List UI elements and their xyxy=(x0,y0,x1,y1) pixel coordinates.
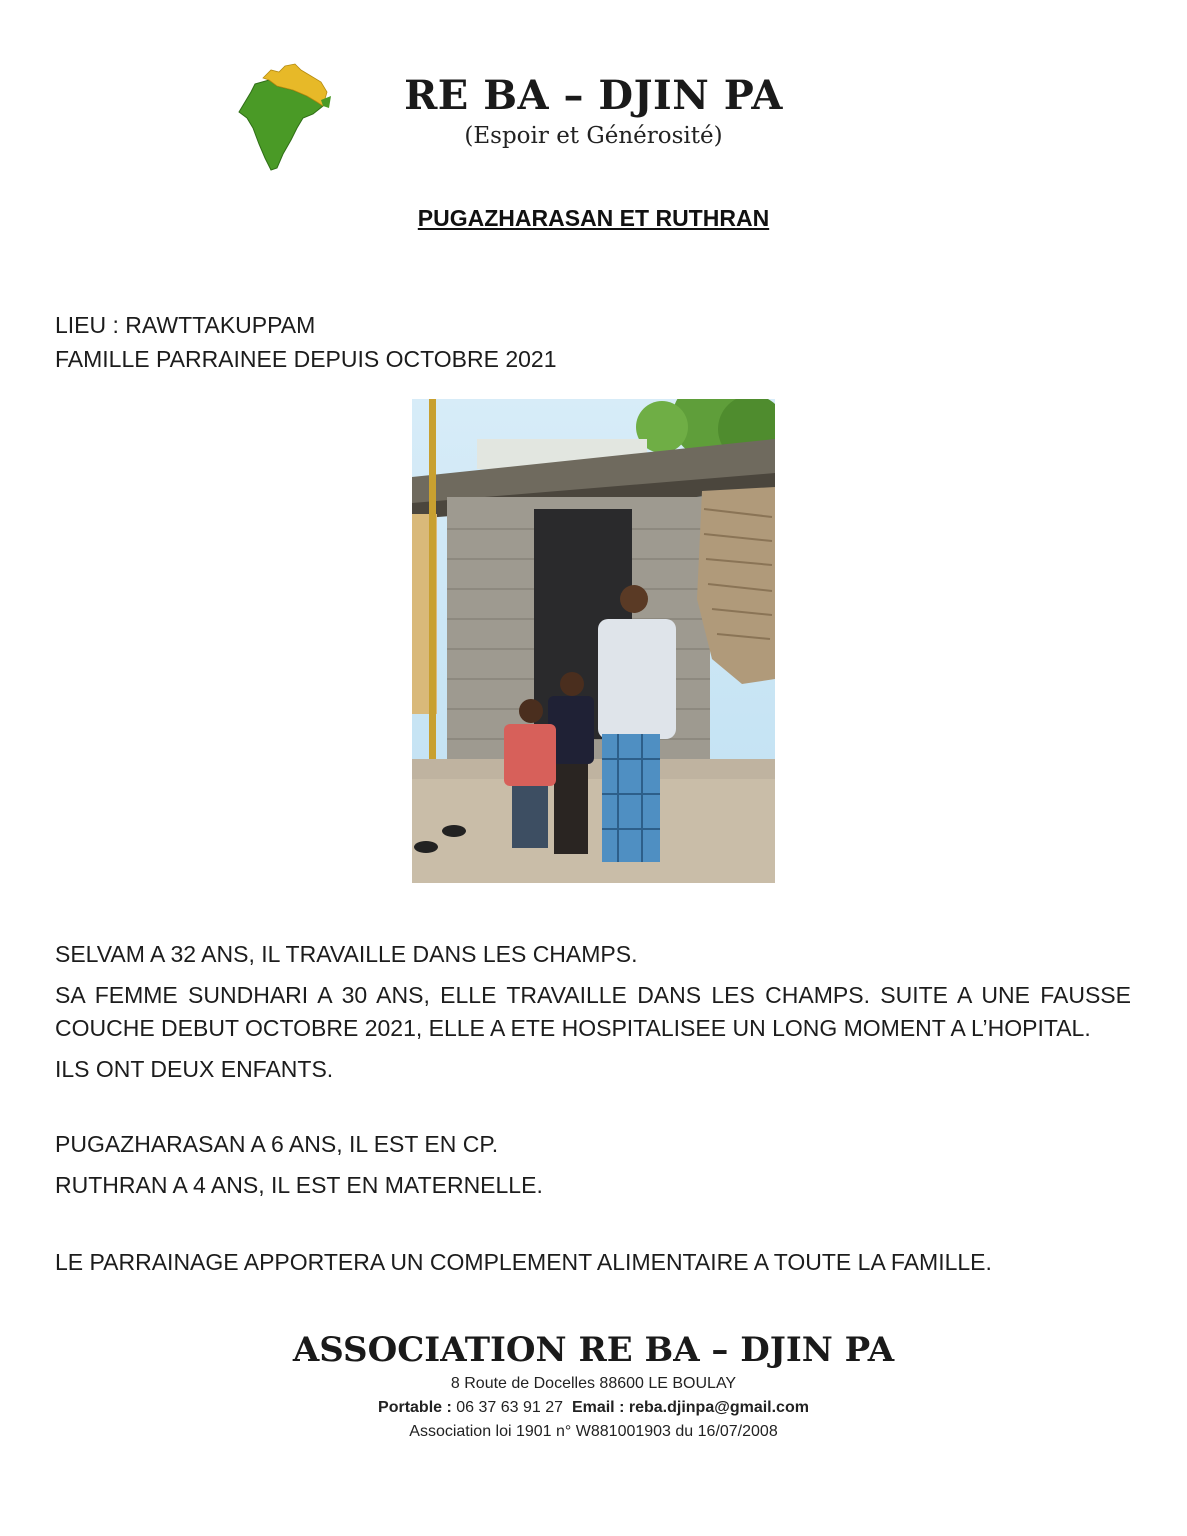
footer xyxy=(0,1328,1187,1444)
phone-number: 06 37 63 91 27 xyxy=(456,1399,564,1416)
sponsorship-since-line: FAMILLE PARRAINEE DEPUIS OCTOBRE 2021 xyxy=(55,346,557,372)
footer-address: 8 Route de Docelles 88600 LE BOULAY xyxy=(450,1375,737,1392)
father-paragraph: SELVAM A 32 ANS, IL TRAVAILLE DANS LES CHAMPS. xyxy=(55,941,638,967)
email-label: Email : xyxy=(571,1399,625,1416)
family-info xyxy=(55,308,557,376)
page-title: PUGAZHARASAN ET RUTHRAN xyxy=(417,205,770,231)
org-subtitle: (Espoir et Générosité) xyxy=(464,123,723,149)
child-1-paragraph: PUGAZHARASAN A 6 ANS, IL EST EN CP. xyxy=(55,1131,499,1157)
mother-paragraph: SA FEMME SUNDHARI A 30 ANS, ELLE TRAVAILLE DANS LES CHAMPS. SUITE A UNE FAUSSE COUCHE DEBUT OCTOBRE 2021, ELLE A ETE HOSPITALISEE UN LONG MOMENT A L’HOPITAL. xyxy=(55,982,1131,1041)
phone-label: Portable : xyxy=(378,1399,452,1416)
location-line: LIEU : RAWTTAKUPPAM xyxy=(55,312,316,338)
children-count-paragraph: ILS ONT DEUX ENFANTS. xyxy=(55,1056,334,1082)
footer-title: ASSOCIATION RE BA – DJIN PA xyxy=(292,1330,895,1370)
family-photo-illustration xyxy=(412,399,775,883)
child-2-paragraph: RUTHRAN A 4 ANS, IL EST EN MATERNELLE. xyxy=(55,1172,543,1198)
footer-contact xyxy=(0,1396,1187,1420)
email-address[interactable]: reba.djinpa@gmail.com xyxy=(628,1399,809,1416)
sponsorship-paragraph: LE PARRAINAGE APPORTERA UN COMPLEMENT ALIMENTAIRE A TOUTE LA FAMILLE. xyxy=(55,1249,992,1275)
footer-registration: Association loi 1901 n° W881001903 du 16/07/2008 xyxy=(409,1423,778,1440)
family-photo xyxy=(412,399,775,883)
letterhead xyxy=(0,0,1187,190)
family-description xyxy=(55,938,1131,1279)
org-title: RE BA – DJIN PA xyxy=(404,72,783,119)
